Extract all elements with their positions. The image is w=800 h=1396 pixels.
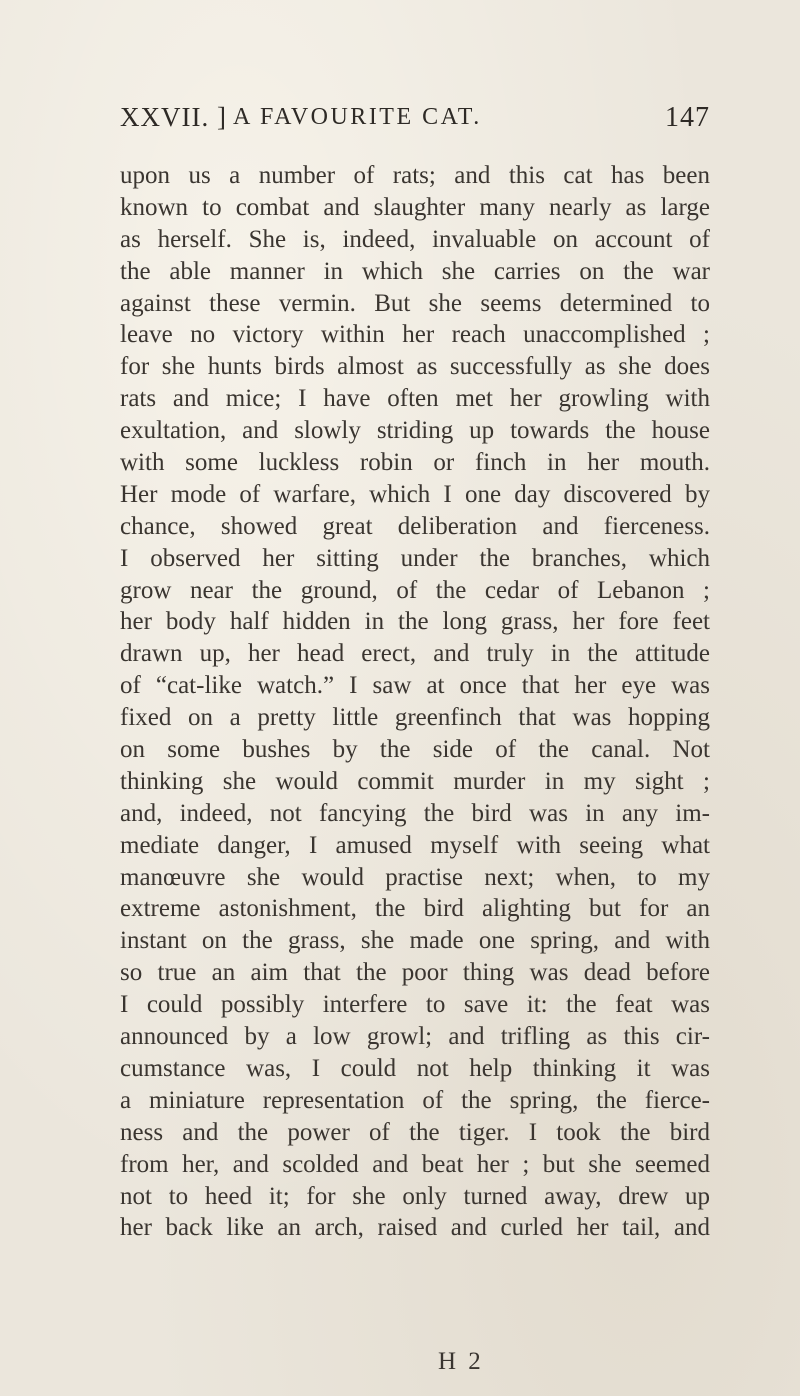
text-line: drawn up, her head erect, and truly in the attitude — [120, 640, 710, 668]
text-line: and, indeed, not fancying the bird was in any im- — [120, 799, 710, 827]
text-line: so true an aim that the poor thing was dead before — [120, 959, 710, 987]
chapter-marker: XXVII. ] — [120, 102, 227, 132]
page-number: 147 — [665, 102, 710, 133]
running-head — [120, 102, 710, 142]
text-line: ness and the power of the tiger. I took the bird — [120, 1118, 710, 1146]
body-text — [120, 160, 710, 1244]
text-line: I could possibly interfere to save it: the feat was — [120, 991, 710, 1019]
text-line: not to heed it; for she only turned away, drew up — [120, 1182, 710, 1210]
text-line: extreme astonishment, the bird alighting but for an — [120, 895, 710, 923]
text-line: manœuvre she would practise next; when, to my — [120, 863, 710, 891]
text-line: upon us a number of rats; and this cat has been — [120, 162, 710, 189]
signature-mark: H 2 — [438, 1348, 484, 1375]
text-line: her back like an arch, raised and curled her tail, and — [120, 1214, 710, 1242]
text-line: mediate danger, I amused myself with seeing what — [120, 831, 710, 859]
text-line: exultation, and slowly striding up towards the house — [120, 417, 710, 445]
text-line: thinking she would commit murder in my sight ; — [120, 767, 710, 795]
text-line: cumstance was, I could not help thinking it was — [120, 1054, 710, 1082]
text-line: chance, showed great deliberation and fierceness. — [120, 512, 710, 540]
text-line: announced by a low growl; and trifling as this cir- — [120, 1023, 710, 1051]
text-line: as herself. She is, indeed, invaluable on account of — [120, 225, 710, 253]
text-line: a miniature representation of the spring, the fierce- — [120, 1086, 710, 1114]
text-line: for she hunts birds almost as successfully as she does — [120, 353, 710, 381]
text-line: her body half hidden in the long grass, her fore feet — [120, 608, 710, 636]
text-line: leave no victory within her reach unaccomplished ; — [120, 321, 710, 349]
text-line: instant on the grass, she made one spring, and with — [120, 927, 710, 955]
text-line: with some luckless robin or finch in her mouth. — [120, 449, 710, 477]
text-line: known to combat and slaughter many nearly as large — [120, 193, 710, 221]
text-line: against these vermin. But she seems determined to — [120, 289, 710, 317]
running-title: A FAVOURITE CAT. — [233, 104, 482, 130]
text-line: on some bushes by the side of the canal. Not — [120, 736, 710, 764]
text-line: rats and mice; I have often met her growling with — [120, 385, 710, 413]
text-line: fixed on a pretty little greenfinch that was hopping — [120, 704, 710, 732]
text-line: of “cat-like watch.” I saw at once that her eye was — [120, 672, 710, 700]
text-line: Her mode of warfare, which I one day discovered by — [120, 480, 710, 508]
text-line: I observed her sitting under the branches, which — [120, 544, 710, 572]
text-line: from her, and scolded and beat her ; but she seemed — [120, 1150, 710, 1178]
text-line: the able manner in which she carries on the war — [120, 257, 710, 285]
text-line: grow near the ground, of the cedar of Lebanon ; — [120, 576, 710, 604]
